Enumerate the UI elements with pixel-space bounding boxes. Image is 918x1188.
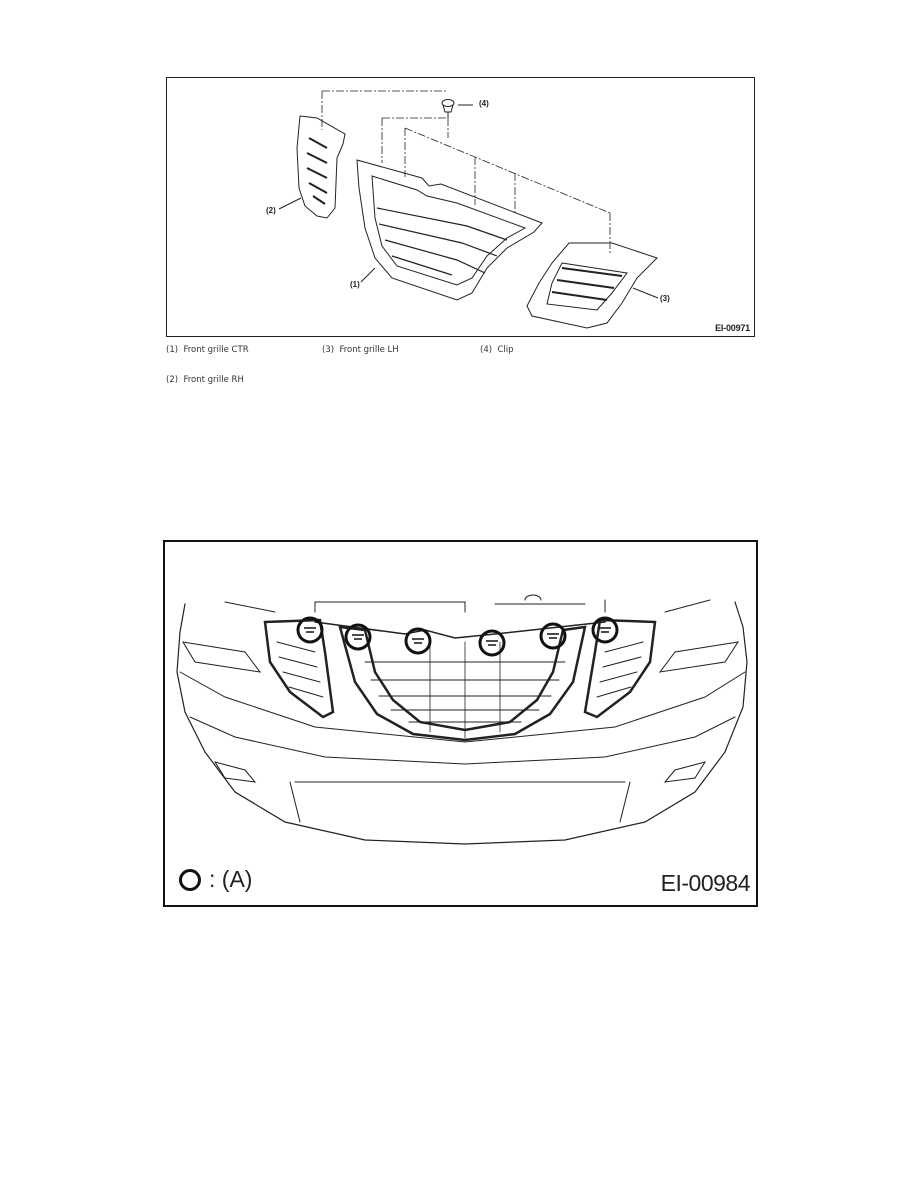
callout-2: (2) xyxy=(266,206,276,215)
legend-num: (3) xyxy=(322,345,335,355)
callout-4: (4) xyxy=(479,99,489,108)
installed-grille-figure xyxy=(163,540,758,907)
clip-legend-key xyxy=(179,866,252,893)
legend-num: (4) xyxy=(480,345,493,355)
callout-1: (1) xyxy=(350,280,360,289)
bumper-drawing xyxy=(165,542,756,905)
legend-num: (2) xyxy=(166,375,179,385)
legend-num: (1) xyxy=(166,345,179,355)
callout-3: (3) xyxy=(660,294,670,303)
figure-id: EI-00984 xyxy=(660,870,750,896)
legend-item xyxy=(480,345,514,355)
legend-label: Front grille CTR xyxy=(183,345,249,355)
front-grille-ctr-part xyxy=(357,160,542,300)
exploded-grille-figure xyxy=(166,77,755,337)
legend-label: Clip xyxy=(497,345,514,355)
figure-id: EI-00971 xyxy=(715,323,750,333)
legend-label: Front grille LH xyxy=(339,345,399,355)
legend-item xyxy=(166,345,249,355)
clip-part xyxy=(442,100,454,119)
circle-marker-icon xyxy=(179,869,201,891)
legend-item xyxy=(322,345,399,355)
clip-legend-label: : (A) xyxy=(209,866,253,892)
legend-item xyxy=(166,375,244,385)
front-grille-lh-part xyxy=(527,243,657,328)
front-grille-rh-part xyxy=(297,116,345,218)
legend-label: Front grille RH xyxy=(183,375,244,385)
